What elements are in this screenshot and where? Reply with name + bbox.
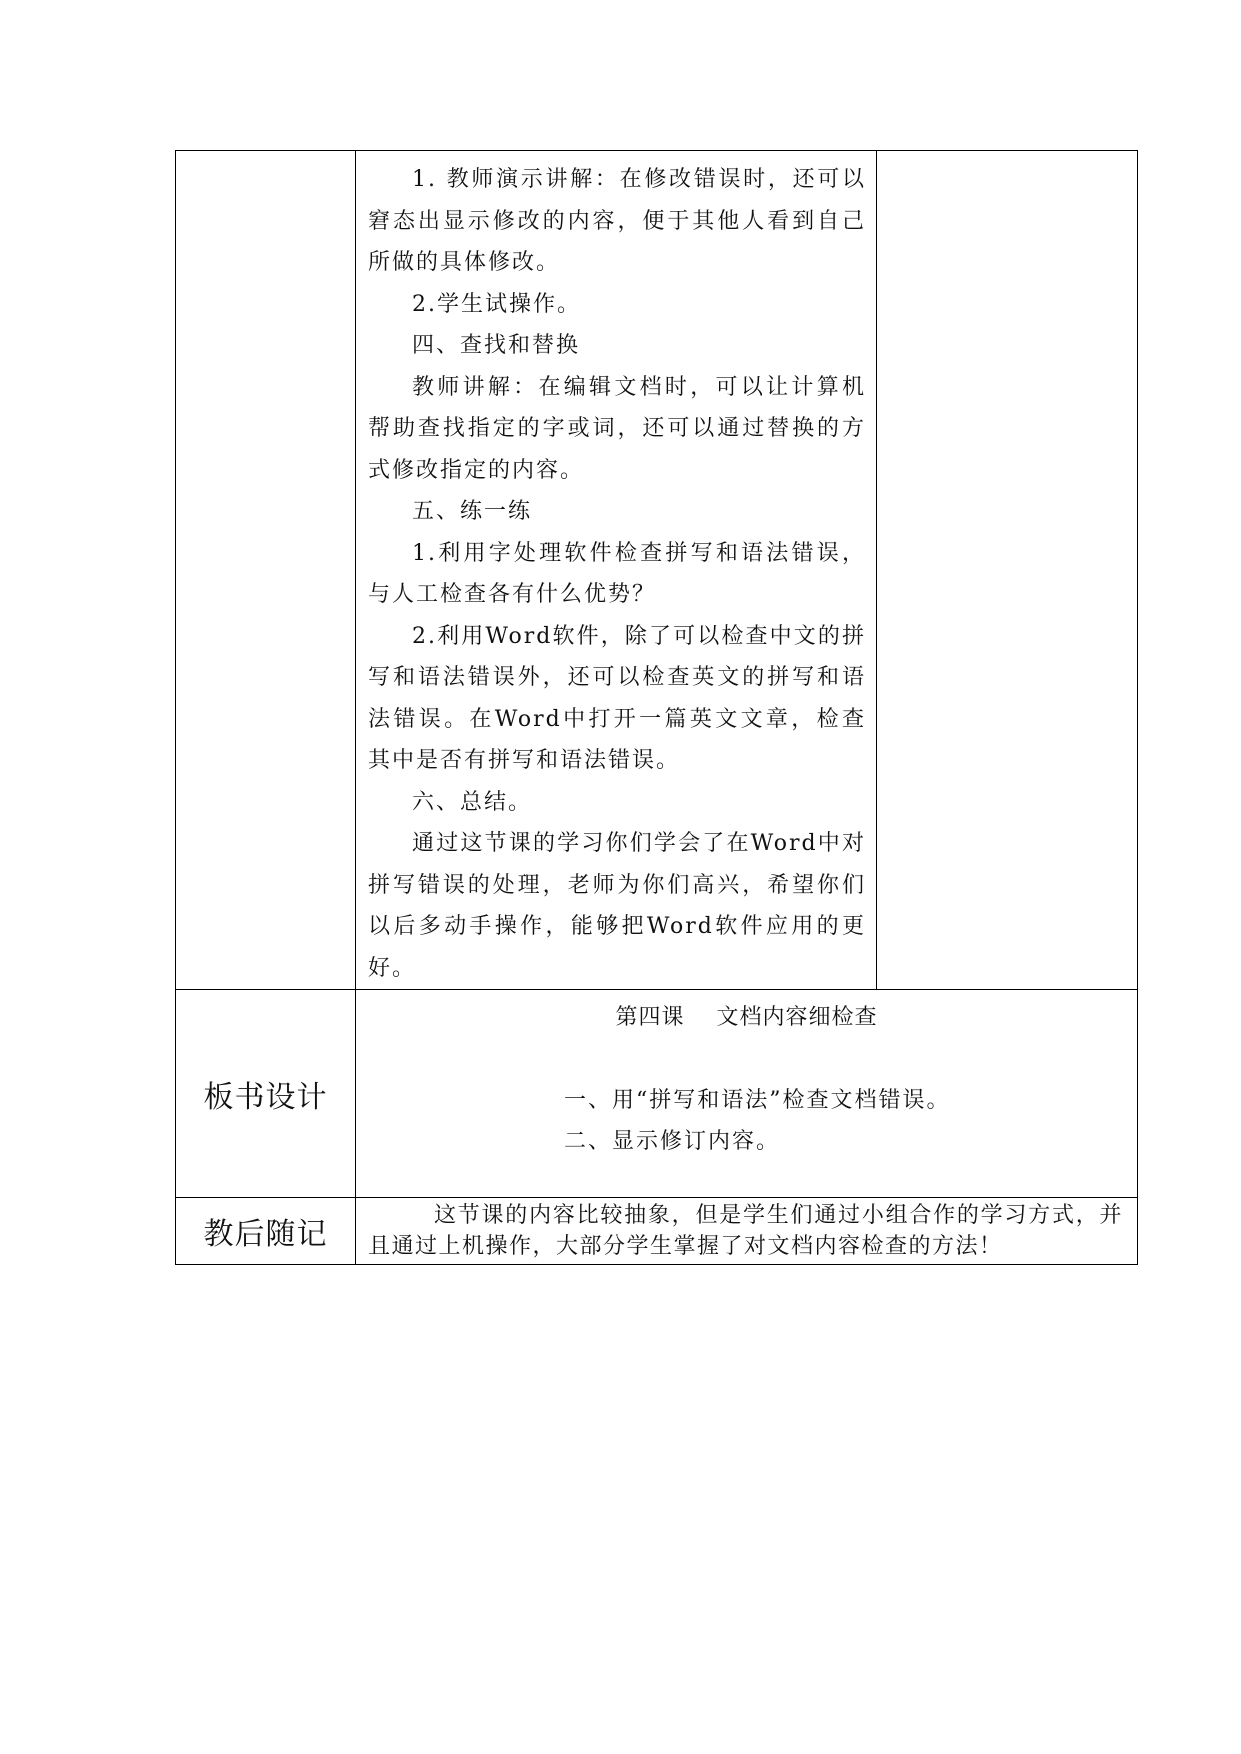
process-remarks-cell	[877, 151, 1138, 990]
process-paragraph-6: 1.利用字处理软件检查拼写和语法错误，与人工检查各有什么优势？	[368, 540, 866, 607]
process-paragraph-7: 2.利用Word软件，除了可以检查中文的拼写和语法错误外，还可以检查英文的拼写和语法错误。在Word中打开一篇英文文章，检查其中是否有拼写和语法错误。	[368, 623, 866, 773]
post-lesson-notes-label: 教后随记	[176, 1198, 356, 1265]
process-paragraph-5: 五、练一练	[412, 499, 533, 524]
board-design-content	[356, 990, 1138, 1198]
process-paragraph-4: 教师讲解：在编辑文档时，可以让计算机帮助查找指定的字或词，还可以通过替换的方式修改指定的内容。	[368, 374, 866, 483]
process-paragraph-1: 1. 教师演示讲解：在修改错误时，还可以窘态出显示修改的内容，便于其他人看到自己所做的具体修改。	[368, 167, 866, 275]
process-content-cell	[356, 151, 877, 990]
post-lesson-notes-row	[176, 1198, 1138, 1265]
process-paragraph-9: 通过这节课的学习你们学会了在Word中对拼写错误的处理，老师为你们高兴，希望你们以后多动手操作，能够把Word软件应用的更好。	[368, 831, 866, 981]
lesson-plan-table	[175, 150, 1138, 1265]
board-point-1: 一、用“拼写和语法”检查文档错误。	[564, 1088, 951, 1113]
board-design-row	[176, 990, 1138, 1198]
process-paragraph-3: 四、查找和替换	[412, 333, 581, 358]
teaching-process-row	[176, 151, 1138, 990]
board-design-label: 板书设计	[176, 990, 356, 1198]
board-title: 第四课 文档内容细检查	[615, 1005, 878, 1030]
post-lesson-notes-text: 这节课的内容比较抽象，但是学生们通过小组合作的学习方式，并且通过上机操作，大部分学生掌握了对文档内容检查的方法！	[368, 1203, 1123, 1259]
board-point-2: 二、显示修订内容。	[564, 1129, 781, 1154]
process-label-cell	[176, 151, 356, 990]
process-paragraph-2: 2.学生试操作。	[412, 291, 581, 317]
process-paragraph-8: 六、总结。	[412, 789, 533, 815]
post-lesson-notes-content	[356, 1198, 1138, 1265]
